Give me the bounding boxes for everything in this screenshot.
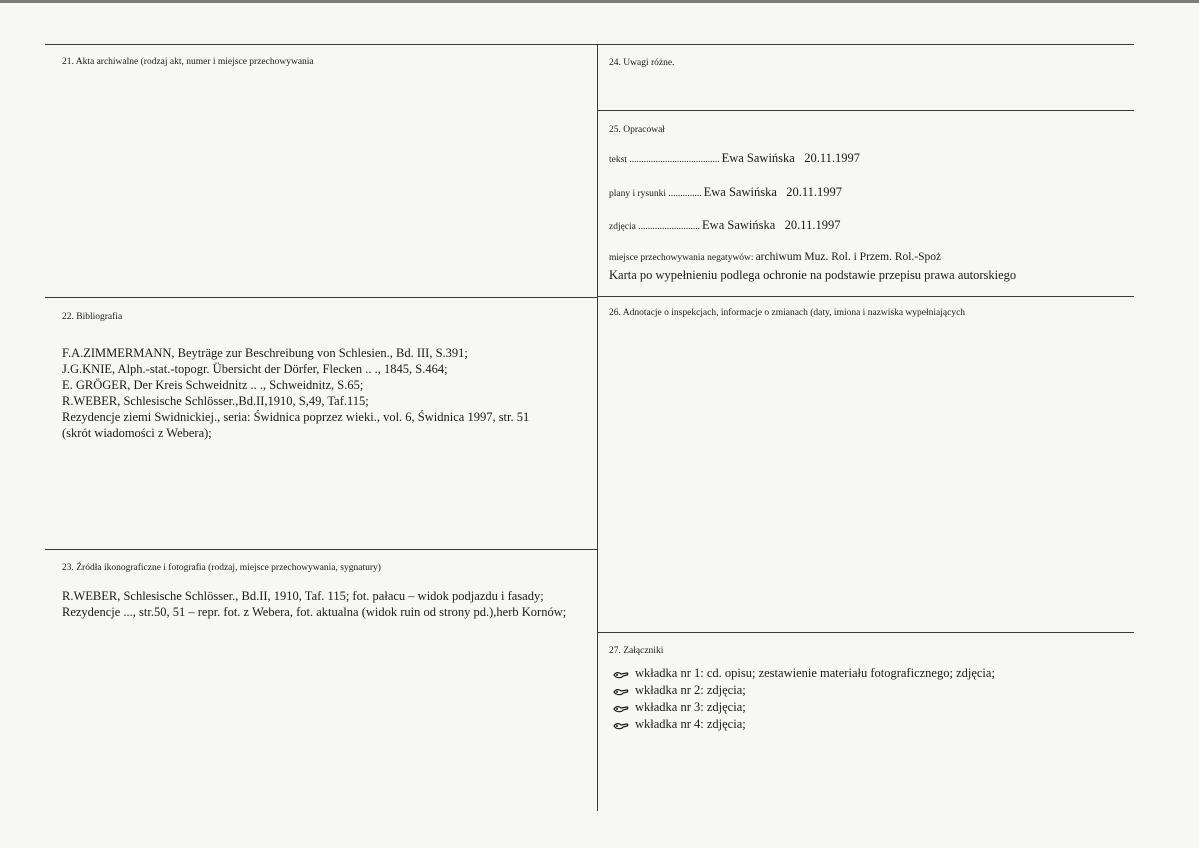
author-row-label: zdjęcia .......................... xyxy=(609,222,701,232)
section-26-title: 26. Adnotacje o inspekcjach, informacje o zmianach (daty, imiona i nazwiska wypełniających xyxy=(609,308,966,318)
attachment-item xyxy=(613,699,995,716)
attachment-item xyxy=(613,716,995,733)
bibliography-entry: J.G.KNIE, Alph.-stat.-topogr. Übersicht der Dörfer, Flecken .. ., 1845, S.464; xyxy=(62,362,448,376)
author-row-text xyxy=(609,151,860,166)
iconography-text: R.WEBER, Schlesische Schlösser., Bd.II, 1910, Taf. 115; fot. pałacu – widok podjazdu i fasady; Rezydencje ..., str.50, 51 – repr. fot. z Webera, fot. aktualna (widok ruin od strony pd.),herb Kornów; xyxy=(62,589,567,619)
negatives-location-label: miejsce przechowywania negatywów: xyxy=(609,253,754,263)
left-divider-22-23 xyxy=(45,549,597,550)
attachment-label: wkładka nr 4: zdjęcia; xyxy=(635,717,746,731)
page-top-edge xyxy=(0,0,1199,3)
right-divider-25-26 xyxy=(597,296,1134,297)
author-row-value: Ewa Sawińska 20.11.1997 xyxy=(703,185,843,199)
attachment-label: wkładka nr 1: cd. opisu; zestawienie materiału fotograficznego; zdjęcia; xyxy=(635,666,995,680)
negatives-location-value: archiwum Muz. Rol. i Przem. Rol.-Spoż xyxy=(755,251,942,263)
section-23-title: 23. Źródła ikonograficzne i fotografia (rodzaj, miejsce przechowywania, sygnatury) xyxy=(62,563,381,573)
bibliography-entry: E. GRÖGER, Der Kreis Schweidnitz .. ., Schweidnitz, S.65; xyxy=(62,378,364,392)
author-row-plans xyxy=(609,185,842,200)
section-27-title: 27. Załączniki xyxy=(609,646,664,656)
attachment-item xyxy=(613,665,995,682)
hand-pointer-icon xyxy=(613,686,629,696)
left-divider-21-22 xyxy=(45,297,597,298)
negatives-location-row xyxy=(609,251,941,263)
author-row-photos xyxy=(609,218,840,233)
bibliography-entry: Rezydencje ziemi Swidnickiej., seria: Świdnica poprzez wieki., vol. 6, Świdnica 1997, str. 51 (skrót wiadomości z Webera); xyxy=(62,410,530,440)
right-divider-24-25 xyxy=(597,110,1134,111)
top-border xyxy=(45,44,1134,45)
attachment-label: wkładka nr 2: zdjęcia; xyxy=(635,683,746,697)
right-divider-26-27 xyxy=(597,632,1134,633)
center-divider xyxy=(597,44,598,811)
attachments-list xyxy=(613,665,995,733)
copyright-notice: Karta po wypełnieniu podlega ochronie na podstawie przepisu prawa autorskiego xyxy=(609,268,1017,282)
author-row-value: Ewa Sawińska 20.11.1997 xyxy=(702,218,841,232)
section-25-title: 25. Opracował xyxy=(609,125,665,135)
section-21-title: 21. Akta archiwalne (rodzaj akt, numer i miejsce przechowywania xyxy=(62,57,314,67)
bibliography-entry: F.A.ZIMMERMANN, Beyträge zur Beschreibung von Schlesien., Bd. III, S.391; xyxy=(62,346,468,360)
author-row-label: plany i rysunki .............. xyxy=(609,189,702,199)
hand-pointer-icon xyxy=(613,703,629,713)
section-24-title: 24. Uwagi różne. xyxy=(609,58,675,68)
hand-pointer-icon xyxy=(613,720,629,730)
bibliography-entry: R.WEBER, Schlesische Schlösser.,Bd.II,1910, S,49, Taf.115; xyxy=(62,394,369,408)
hand-pointer-icon xyxy=(613,669,629,679)
attachment-item xyxy=(613,682,995,699)
attachment-label: wkładka nr 3: zdjęcia; xyxy=(635,700,746,714)
author-row-label: tekst ...................................... xyxy=(609,155,720,165)
section-22-title: 22. Bibliografia xyxy=(62,312,123,322)
author-row-value: Ewa Sawińska 20.11.1997 xyxy=(721,151,860,165)
bibliography-list xyxy=(62,345,582,441)
